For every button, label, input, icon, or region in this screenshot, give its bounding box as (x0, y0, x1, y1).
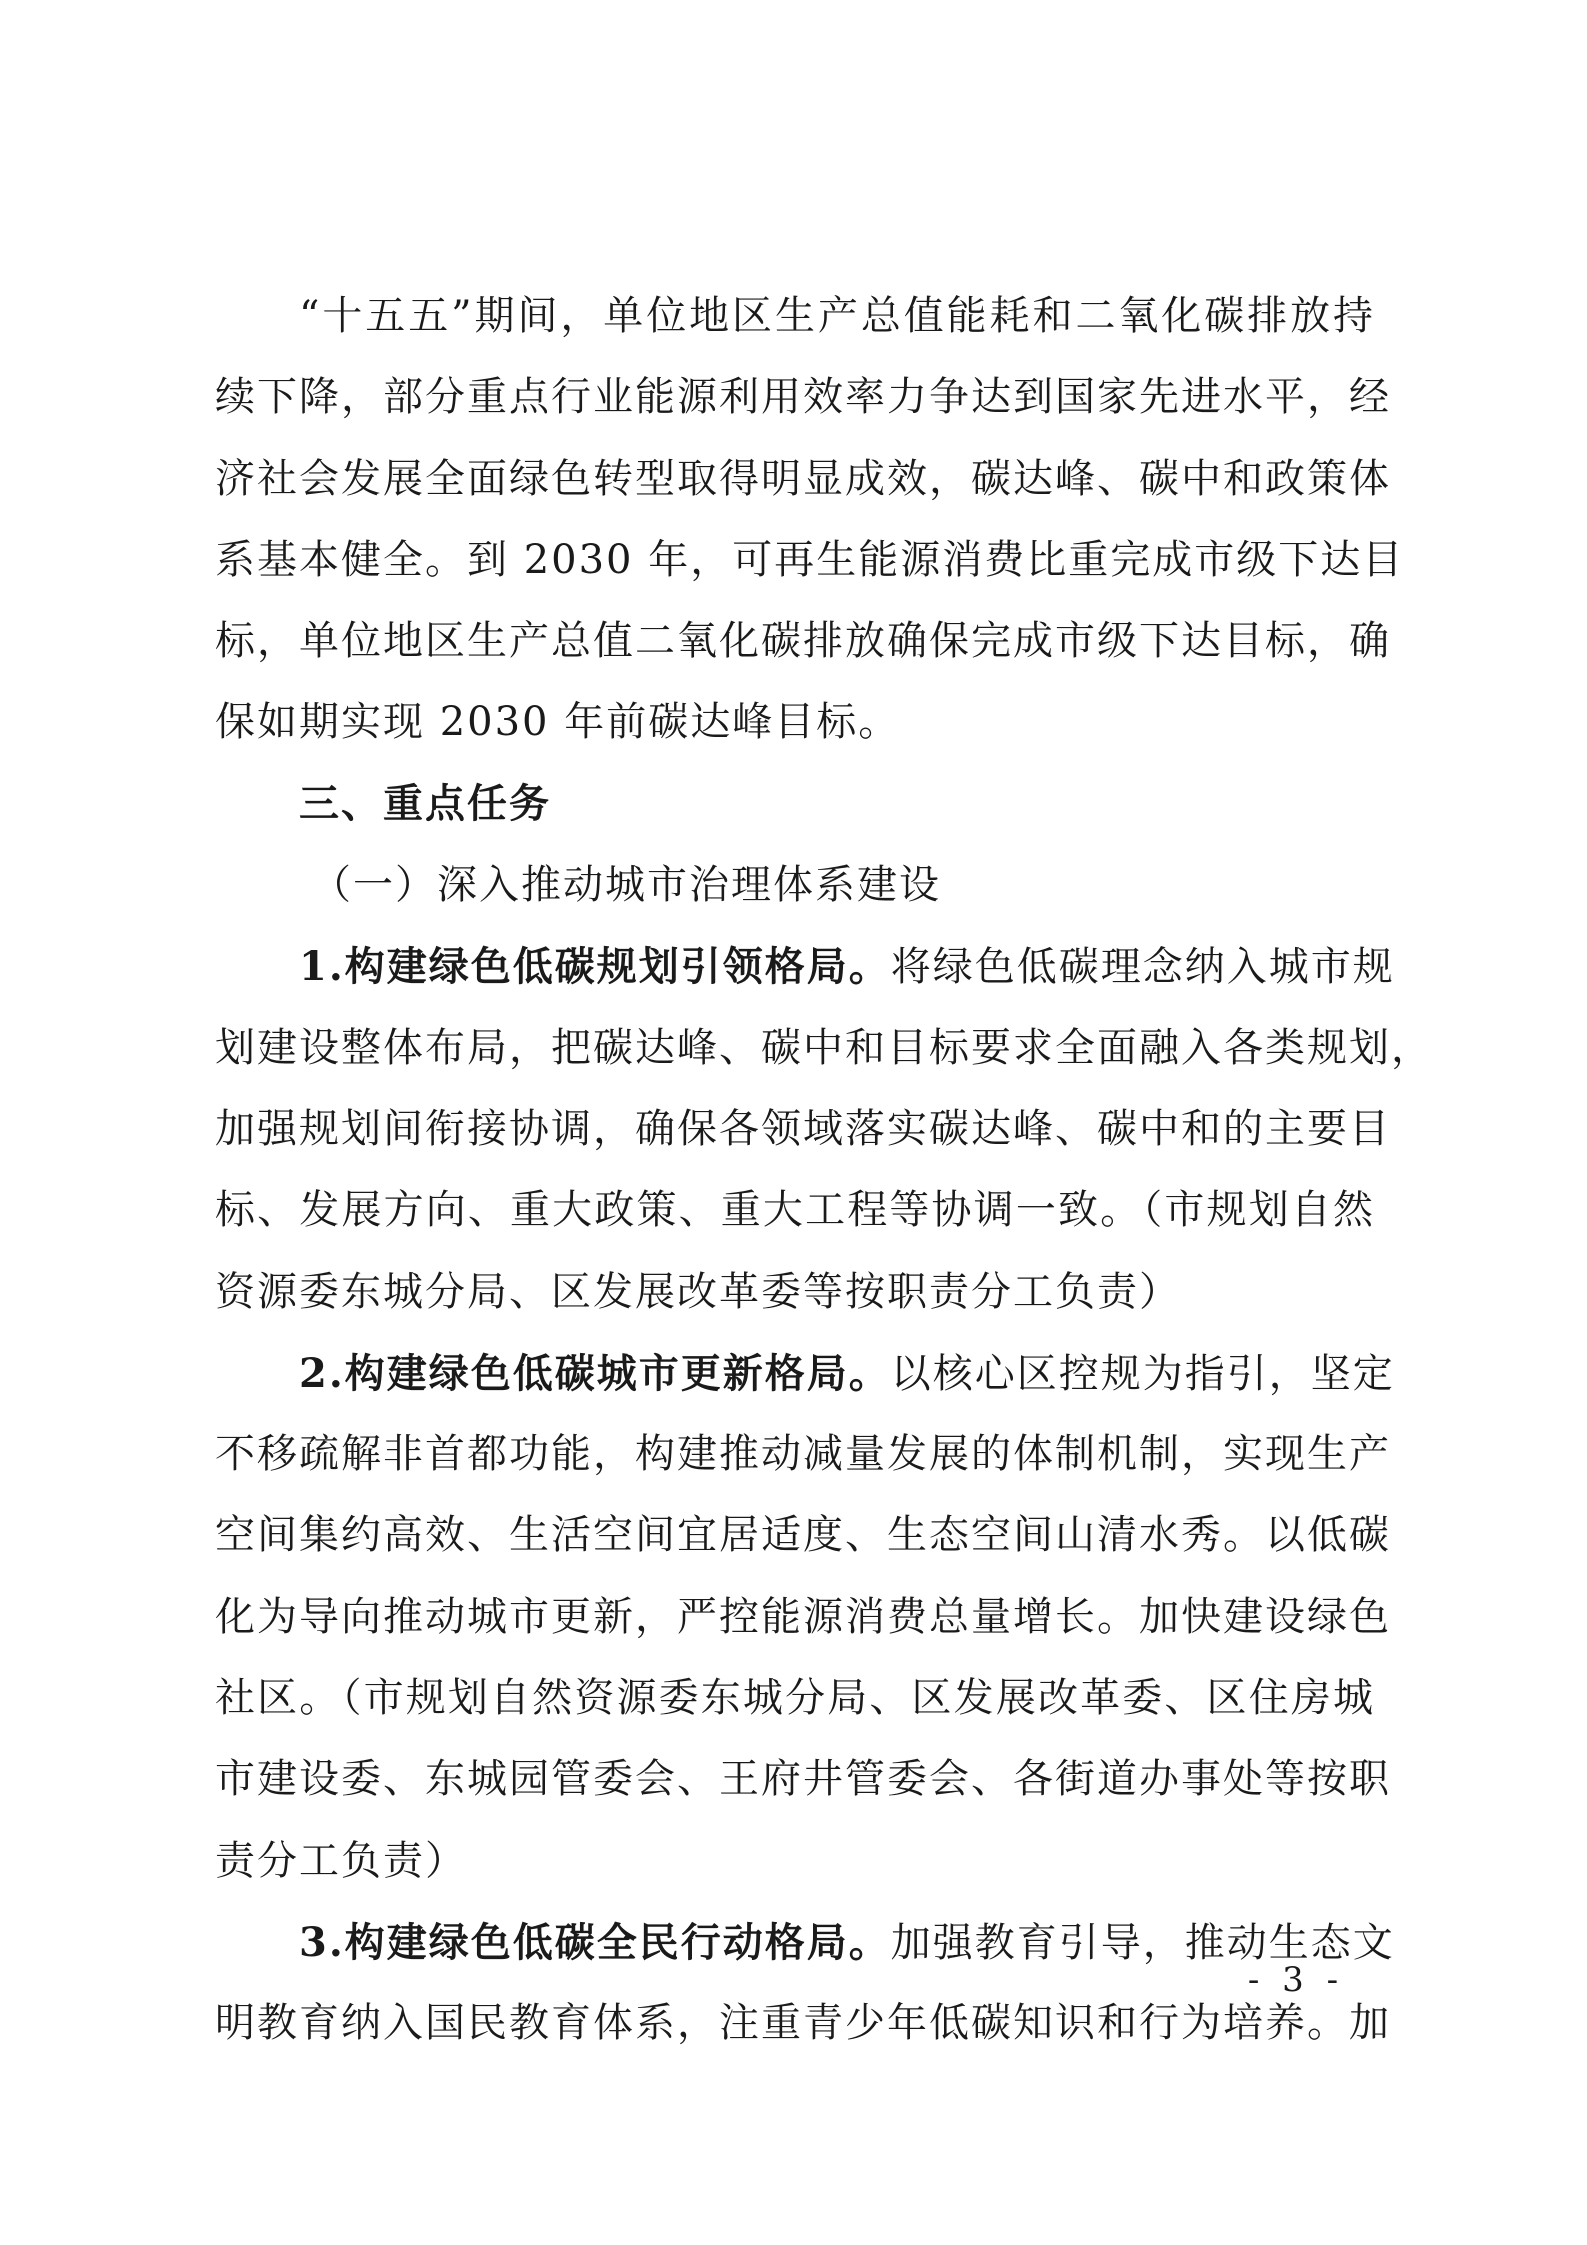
text-line: 续下降，部分重点行业能源利用效率力争达到国家先进水平，经 (215, 374, 1391, 421)
task-item-first-line (215, 1333, 1395, 1414)
task-item-text: 加强教育引导，推动生态文 (890, 1919, 1395, 1966)
task-item-2 (215, 1333, 1395, 1902)
text-line: 系基本健全。到 2030 年，可再生能源消费比重完成市级下达目 (215, 536, 1405, 583)
task-item-first-line (215, 926, 1395, 1007)
task-item-title: 3.构建绿色低碳全民行动格局。 (299, 1918, 891, 1966)
text-line: 空间集约高效、生活空间宜居适度、生态空间山清水秀。以低碳 (215, 1512, 1391, 1559)
text-line: 责分工负责） (215, 1837, 467, 1884)
document-body (215, 276, 1433, 2065)
text-line: 保如期实现 2030 年前碳达峰目标。 (215, 699, 901, 746)
subsection-heading: （一）深入推动城市治理体系建设 (311, 862, 941, 909)
text-line: 划建设整体布局，把碳达峰、碳中和目标要求全面融入各类规划， (215, 1024, 1433, 1071)
text-line: 明教育纳入国民教育体系，注重青少年低碳知识和行为培养。加 (215, 2000, 1391, 2047)
text-line: 加强规划间衔接协调，确保各领域落实碳达峰、碳中和的主要目 (215, 1105, 1391, 1152)
text-line: 化为导向推动城市更新，严控能源消费总量增长。加快建设绿色 (215, 1593, 1391, 1640)
text-line: “十五五”期间，单位地区生产总值能耗和二氧化碳排放持 (299, 293, 1375, 339)
task-item-first-line (215, 1902, 1395, 1983)
task-item-1 (215, 926, 1433, 1332)
task-item-title: 1.构建绿色低碳规划引领格局。 (299, 943, 891, 991)
text-line: 标，单位地区生产总值二氧化碳排放确保完成市级下达目标，确 (215, 618, 1391, 665)
task-item-title: 2.构建绿色低碳城市更新格局。 (299, 1349, 891, 1397)
page-number: - 3 - (1247, 1960, 1345, 2000)
text-line: 社区。（市规划自然资源委东城分局、区发展改革委、区住房城 (215, 1675, 1375, 1722)
text-line: 市建设委、东城园管委会、王府井管委会、各街道办事处等按职 (215, 1756, 1391, 1803)
text-line: 标、发展方向、重大政策、重大工程等协调一致。（市规划自然 (215, 1187, 1375, 1234)
intro-paragraph (215, 276, 1405, 764)
section-heading: 三、重点任务 (299, 780, 551, 827)
text-line: 资源委东城分局、区发展改革委等按职责分工负责） (215, 1268, 1181, 1315)
text-line: 济社会发展全面绿色转型取得明显成效，碳达峰、碳中和政策体 (215, 455, 1391, 502)
task-item-3 (215, 1902, 1395, 2065)
task-item-text: 将绿色低碳理念纳入城市规 (890, 944, 1395, 991)
text-line: 不移疏解非首都功能，构建推动减量发展的体制机制，实现生产 (215, 1431, 1391, 1478)
task-item-text: 以核心区控规为指引，坚定 (890, 1350, 1395, 1397)
